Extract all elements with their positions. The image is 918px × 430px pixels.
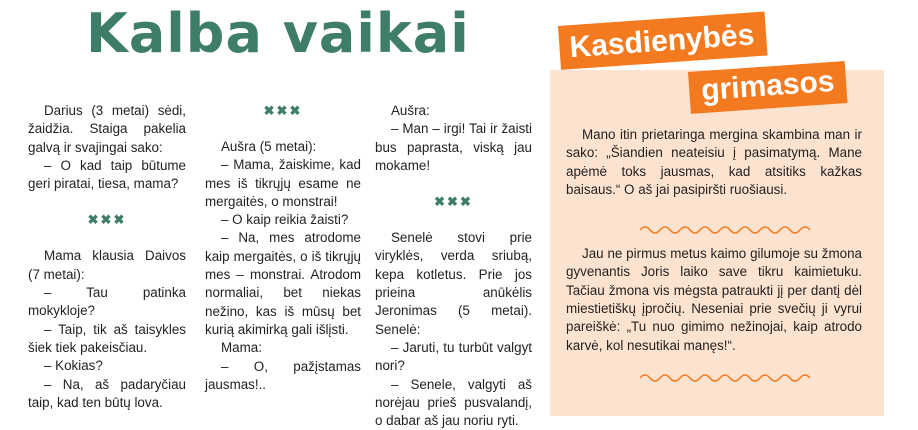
wave-divider-icon [640, 224, 810, 236]
paragraph: – Kokias? [44, 358, 103, 374]
paragraph: – Jaruti, tu turbūt valgyt nori? [375, 339, 532, 374]
separator-icon: ✖✖✖ [263, 103, 303, 118]
paragraph: Aušra: [391, 103, 430, 118]
paragraph: Mano itin prietaringa mergina skambina man ir sako: „Šiandien neateisiu į pasimatymą. Mane apėmė toks jausmas, kad atsitiks kažkas baisaus.“ O aš jai pasipiršti ruošiausi. [566, 127, 862, 197]
paragraph: – O, pažįstamas jausmas!.. [205, 358, 361, 392]
paragraph: Darius (3 metai) sėdi, žaidžia. Staiga pakelia galvą ir svajingai sako: [28, 103, 186, 155]
column-3 [375, 102, 532, 430]
paragraph: – Taip, tik aš taisykles šiek tiek pakeisčiau. [28, 321, 186, 355]
banner-title-line-1: Kasdienybės [558, 12, 768, 70]
paragraph: Mama klausia Daivos (7 metai): [28, 248, 186, 282]
sidebar-text [566, 126, 862, 355]
column-1 [28, 102, 186, 412]
paragraph: – Mama, žaiskime, kad mes iš tikrųjų esame ne mergaitės, o monstrai! [205, 157, 361, 209]
paragraph: – Na, aš padaryčiau taip, kad ten būtų lova. [28, 376, 186, 410]
paragraph: – Senele, valgyti aš norėjau prieš pusvalandį, o dabar aš jau noriu ryti. [375, 376, 532, 429]
banner-title-line-2: grimasos [688, 61, 848, 114]
separator-icon: ✖✖✖ [87, 212, 127, 228]
column-2 [205, 102, 361, 394]
wave-divider-icon [640, 372, 810, 384]
separator-icon: ✖✖✖ [434, 194, 473, 210]
paragraph: Jau ne pirmus metus kaimo gilumoje su žmona gyvenantis Joris laiko save tikru kaimietuku. Tačiau žmona vis mėgsta patraukti jį per dantį dėl miestietiškų įpročių. Neseniai prie svečių ji vyrui pareiškė: „Tu nuo gimimo nežinojai, kaip atrodo karvė, kol nesutikai manęs!“. [566, 246, 862, 353]
paragraph: – Man – irgi! Tai ir žaisti bus paprasta, viską jau mokame! [375, 121, 532, 173]
paragraph: Senelė stovi prie viryklės, verda sriubą, kepa kotletus. Prie jos prieina anūkėlis Jeronimas (5 metai). Senelė: [375, 230, 532, 337]
page-title: Kalba vaikai [86, 2, 470, 65]
paragraph: – Na, mes atrodome kaip mergaitės, o iš tikrųjų mes – monstrai. Atrodom normaliai, bet niekas nežino, kas iš mūsų bet kurią akimirką gali išlįsti. [205, 230, 361, 337]
paragraph: – O kad taip būtume geri piratai, tiesa, mama? [28, 157, 186, 192]
paragraph: Mama: [221, 340, 262, 356]
paragraph: – Tau patinka mokykloje? [28, 285, 186, 319]
paragraph: Aušra (5 metai): [221, 139, 317, 154]
paragraph: – O kaip reikia žaisti? [221, 212, 349, 228]
